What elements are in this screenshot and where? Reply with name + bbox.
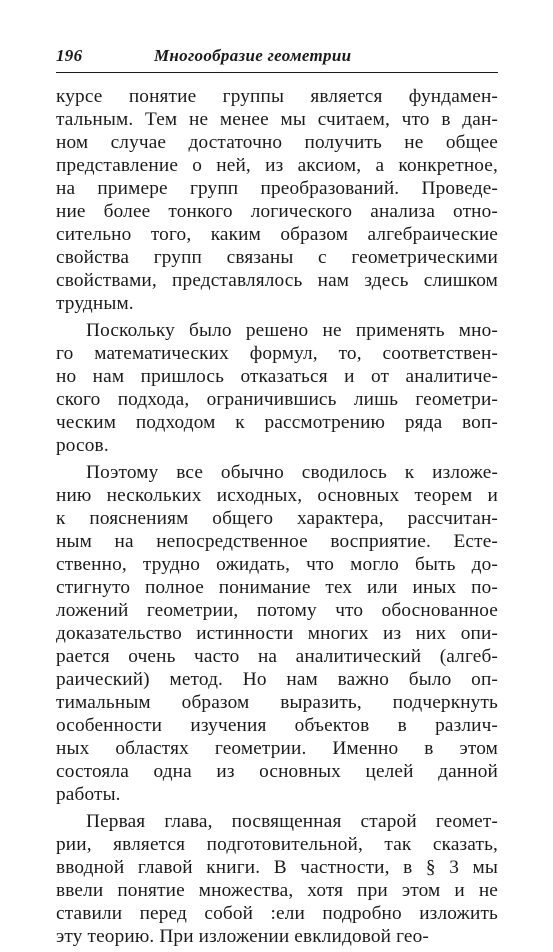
text-line: ского подхода, ограничившись лишь геометри- <box>56 389 498 410</box>
paragraph <box>56 85 498 315</box>
text-line: ственно, трудно ожидать, что могло быть до- <box>56 554 498 575</box>
text-line: ввели понятие множества, хотя при этом и не <box>56 880 498 901</box>
paragraph <box>56 461 498 806</box>
text-line: тальным. Тем не менее мы считаем, что в дан- <box>56 109 498 130</box>
text-line: курсе понятие группы является фундамен- <box>56 86 498 107</box>
text-line: стигнуто полное понимание тех или иных по- <box>56 577 498 598</box>
text-line: ном случае достаточно получить не общее <box>56 132 498 153</box>
text-line: вводной главой книги. В частности, в § 3 мы <box>56 857 498 878</box>
text-line: ние более тонкого логического анализа отно- <box>56 201 498 222</box>
text-line: к пояснениям общего характера, рассчитан- <box>56 508 498 529</box>
text-line: работы. <box>56 784 121 805</box>
text-line: росов. <box>56 435 109 456</box>
page-number: 196 <box>56 46 83 65</box>
text-line: сительно того, каким образом алгебраические <box>56 224 498 245</box>
text-line: тимальным образом выразить, подчеркнуть <box>56 692 498 713</box>
text-line: представление о ней, из аксиом, а конкретное, <box>56 155 498 176</box>
paragraph <box>56 319 498 457</box>
text-line: ложений геометрии, потому что обоснованное <box>56 600 498 621</box>
book-page <box>56 46 498 952</box>
text-line: доказательство истинности многих из них опи- <box>56 623 498 644</box>
text-line: состояла одна из основных целей данной <box>56 761 498 782</box>
text-line: нию нескольких исходных, основных теорем и <box>56 485 498 506</box>
text-line: Поэтому все обычно сводилось к изложе- <box>86 462 498 483</box>
text-line: го математических формул, то, соответствен- <box>56 343 498 364</box>
text-line: Поскольку было решено не применять мно- <box>86 320 498 341</box>
text-line: рается очень часто на аналитический (алгеб- <box>56 646 498 667</box>
text-line: ным на непосредственное восприятие. Есте- <box>56 531 498 552</box>
text-line: раический) метод. Но нам важно было оп- <box>56 669 498 690</box>
running-title: Многообразие геометрии <box>154 46 352 65</box>
text-line: Первая глава, посвященная старой геомет- <box>86 811 498 832</box>
body-text <box>56 85 498 948</box>
text-line: свойства групп связаны с геометрическими <box>56 247 498 268</box>
text-line: ческим подходом к рассмотрению ряда воп- <box>56 412 498 433</box>
text-line: трудным. <box>56 293 134 314</box>
running-head <box>56 46 498 70</box>
text-line: на примере групп преобразований. Проведе- <box>56 178 498 199</box>
header-rule <box>56 72 498 73</box>
paragraph <box>56 810 498 948</box>
text-line: ставили перед собой :ели подробно изложить <box>56 903 498 924</box>
text-line: но нам пришлось отказаться и от аналитиче- <box>56 366 498 387</box>
text-line: особенности изучения объектов в различ- <box>56 715 498 736</box>
text-line: ных областях геометрии. Именно в этом <box>56 738 498 759</box>
text-line: свойствами, представлялось нам здесь слишком <box>56 270 498 291</box>
text-line: эту теорию. При изложении евклидовой гео- <box>56 926 429 947</box>
text-line: рии, является подготовительной, так сказать, <box>56 834 498 855</box>
